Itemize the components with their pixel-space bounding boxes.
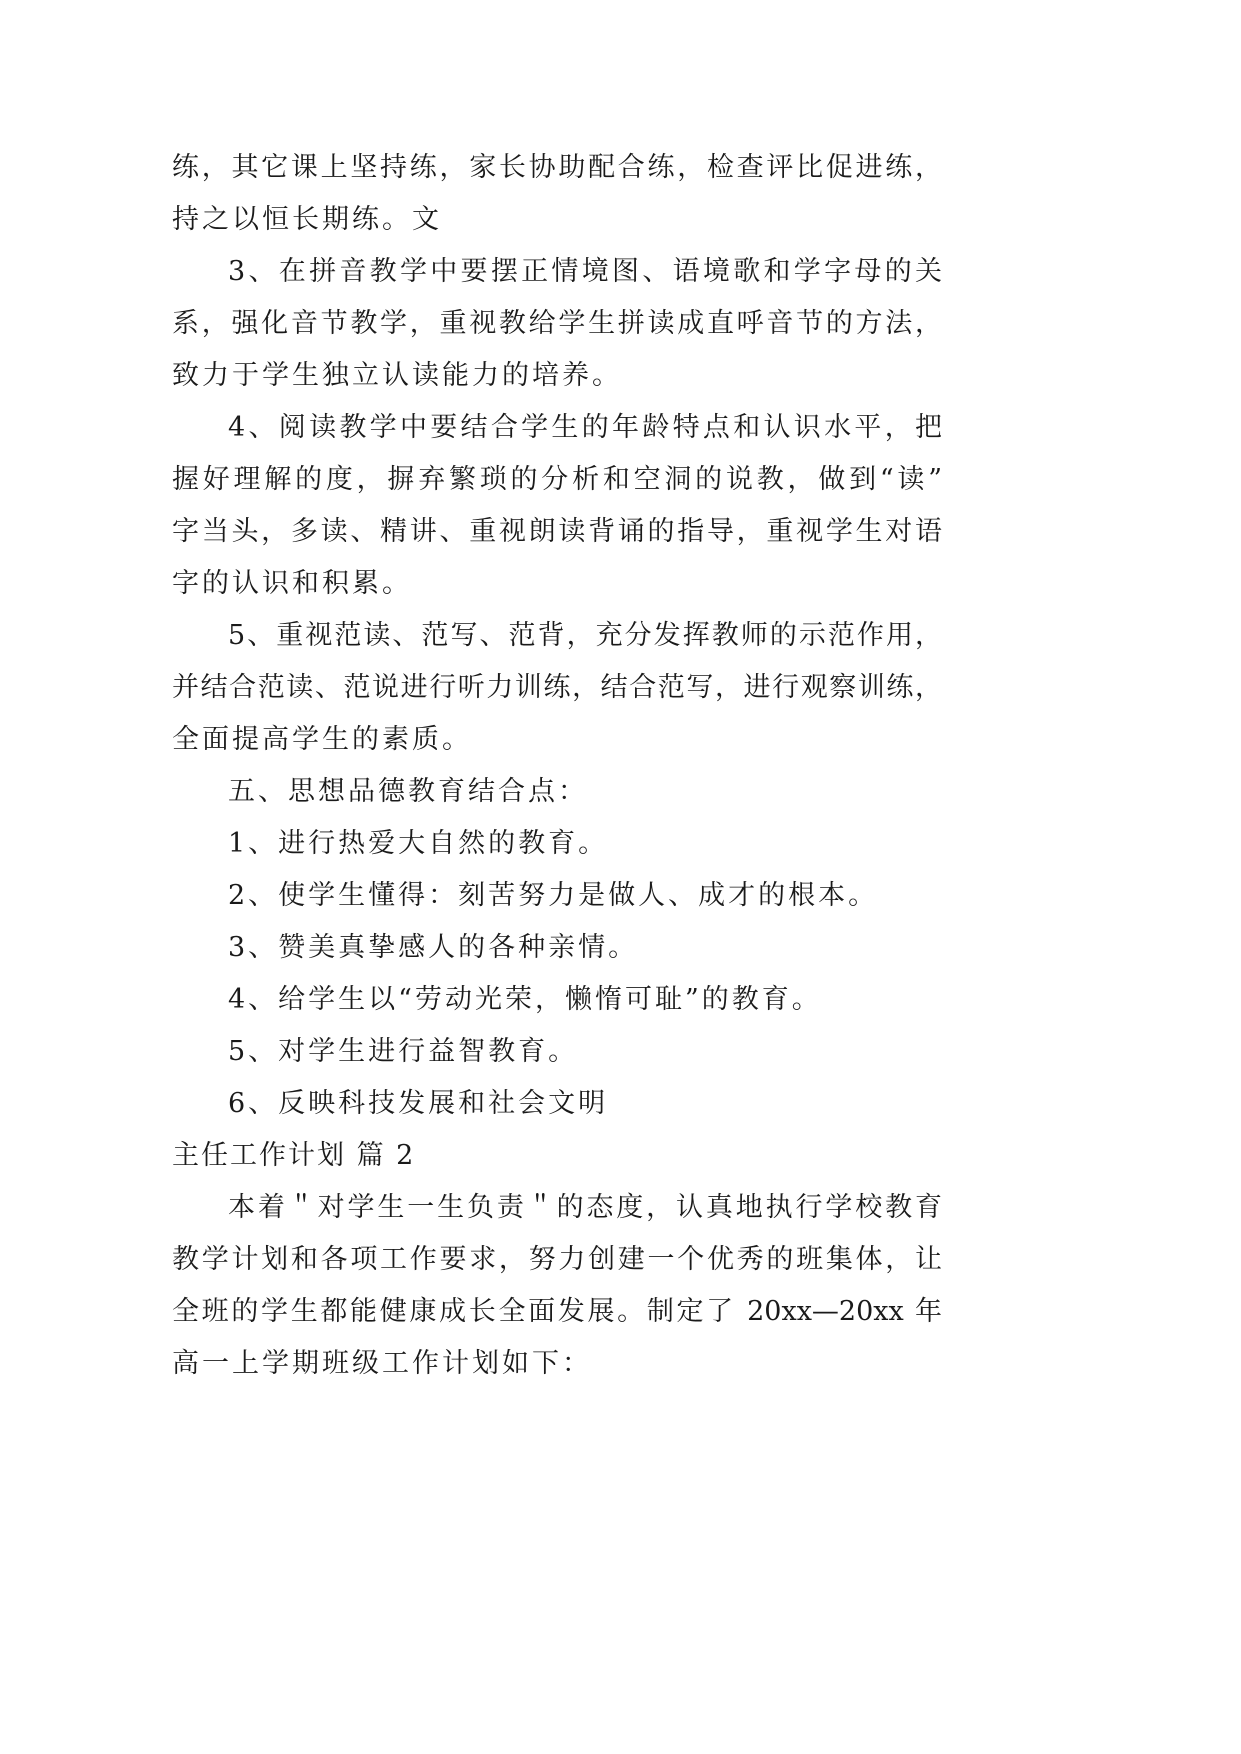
text-line-content: 系，强化音节教学，重视教给学生拼读成直呼音节的方法， [172,308,942,339]
list-item: 6、反映科技发展和社会文明 [228,1088,609,1119]
text-line: 高一上学期班级工作计划如下： [172,1348,592,1379]
section-heading: 五、思想品德教育结合点： [228,776,588,807]
article-title: 主任工作计划 篇 2 [172,1140,416,1171]
list-item: 2、使学生懂得：刻苦努力是做人、成才的根本。 [228,880,879,911]
text-line-content: 4、阅读教学中要结合学生的年龄特点和认识水平，把 [228,412,942,443]
text-line [172,306,942,342]
text-line-content: 教学计划和各项工作要求，努力创建一个优秀的班集体，让 [172,1244,942,1275]
text-line: 字的认识和积累。 [172,568,412,599]
text-line [172,514,942,550]
text-line [172,1294,942,1330]
list-item: 1、进行热爱大自然的教育。 [228,828,609,859]
text-line-content: 握好理解的度，摒弃繁琐的分析和空洞的说教，做到“读” [172,464,942,495]
list-item: 3、赞美真挚感人的各种亲情。 [228,932,639,963]
text-line: 全面提高学生的素质。 [172,724,472,755]
text-line-content: 本着＂对学生一生负责＂的态度，认真地执行学校教育 [228,1192,942,1223]
text-line [228,1190,942,1226]
text-line [228,410,942,446]
text-line: 持之以恒长期练。文 [172,204,442,235]
list-item: 5、对学生进行益智教育。 [228,1036,579,1067]
text-line-content: 练，其它课上坚持练，家长协助配合练，检查评比促进练， [172,152,942,183]
text-line-content: 3、在拼音教学中要摆正情境图、语境歌和学字母的关 [228,256,942,287]
list-item: 4、给学生以“劳动光荣，懒惰可耻”的教育。 [228,984,822,1015]
text-line [172,462,942,498]
text-line-content: 并结合范读、范说进行听力训练，结合范写，进行观察训练， [172,672,942,703]
text-line [228,254,942,290]
text-line-content: 字当头，多读、精讲、重视朗读背诵的指导，重视学生对语 [172,516,942,547]
text-line: 致力于学生独立认读能力的培养。 [172,360,622,391]
text-line [172,150,942,186]
text-line [172,670,942,706]
text-line [228,618,942,654]
text-line [172,1242,942,1278]
text-line-content: 5、重视范读、范写、范背，充分发挥教师的示范作用， [228,620,942,651]
text-line-content: 全班的学生都能健康成长全面发展。制定了 20xx—20xx 年 [172,1296,942,1327]
